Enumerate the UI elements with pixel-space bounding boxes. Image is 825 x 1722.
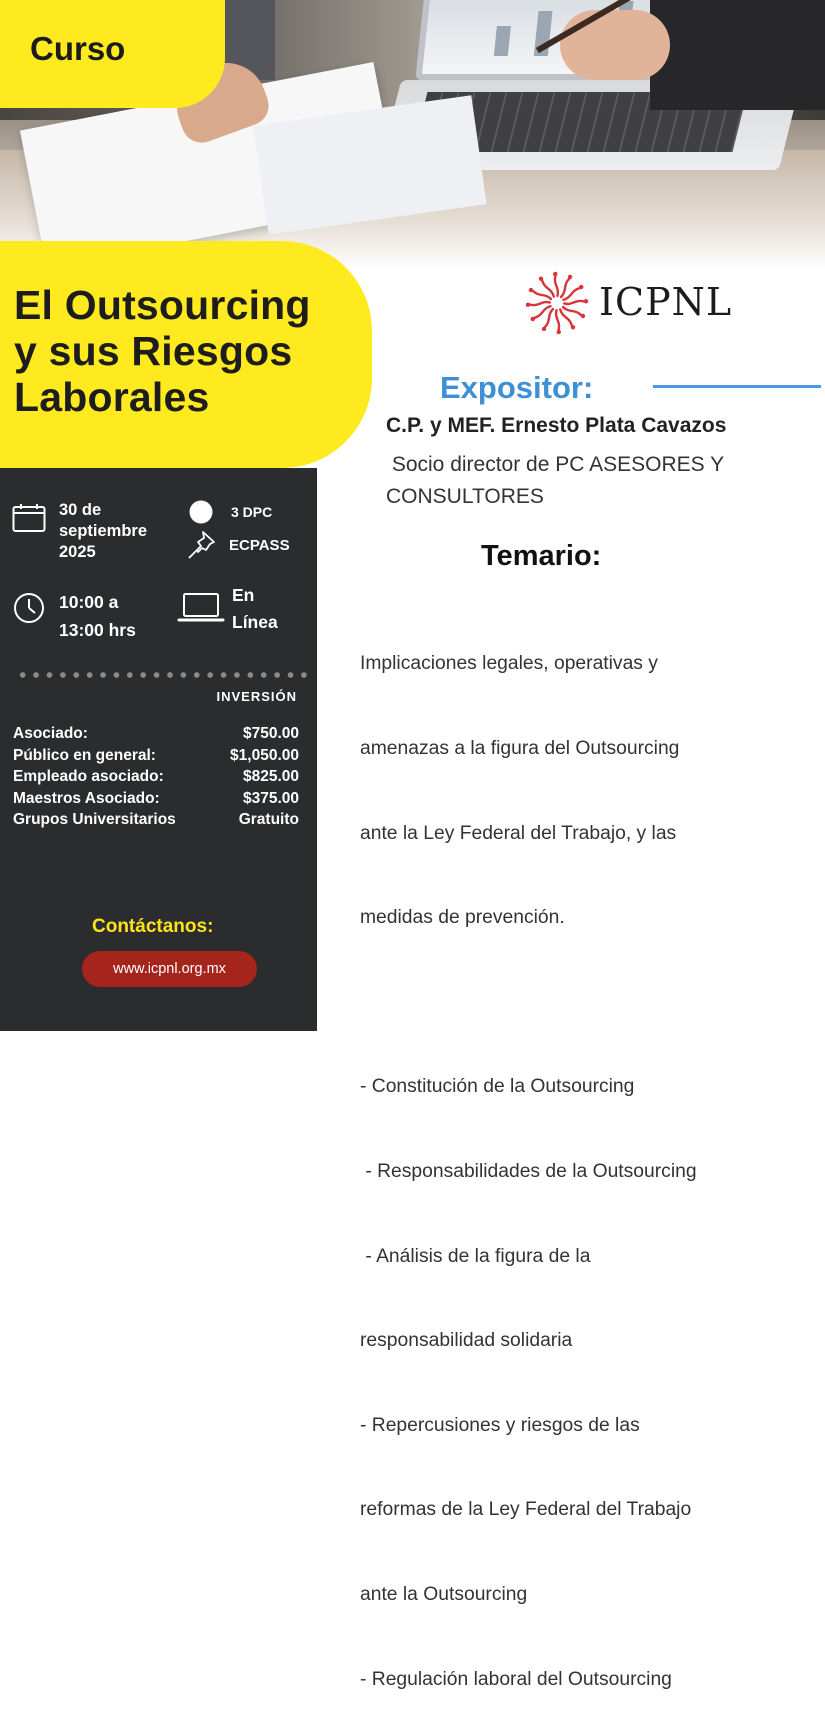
temario-body	[360, 594, 820, 1722]
speaker-role-line-1: Socio director de PC ASESORES Y	[386, 453, 725, 476]
date-line-3: 2025	[59, 543, 96, 561]
clock-icon	[13, 592, 45, 624]
time-line-1: 10:00 a	[59, 592, 119, 612]
title-line-1: El Outsourcing	[14, 282, 311, 328]
price-value: $825.00	[242, 768, 299, 785]
date-line-2: septiembre	[59, 522, 148, 540]
icpnl-logo-text: ICPNL	[599, 280, 733, 324]
price-name: Asociado:	[13, 725, 88, 742]
calendar-icon	[12, 503, 46, 533]
speaker-role-line-2: CONSULTORES	[386, 484, 544, 508]
time-line-2: 13:00 hrs	[59, 620, 136, 640]
temario-line: amenazas a la figura del Outsourcing	[360, 738, 680, 760]
website-link[interactable]: www.icpnl.org.mx	[82, 951, 257, 987]
mode-line-1: En	[232, 585, 255, 605]
expositor-label: Expositor:	[440, 370, 594, 405]
price-name: Público en general:	[13, 746, 156, 764]
price-row	[13, 766, 299, 788]
ecpass-label: ECPASS	[229, 537, 290, 554]
price-name: Grupos Universitarios	[13, 811, 176, 828]
price-row	[13, 809, 299, 831]
price-list	[13, 723, 299, 831]
event-time	[59, 588, 136, 644]
price-row	[13, 788, 299, 810]
temario-line: reformas de la Ley Federal del Trabajo	[360, 1499, 692, 1521]
price-name: Empleado asociado:	[13, 768, 164, 785]
price-value: $750.00	[242, 725, 299, 742]
event-date	[59, 500, 147, 563]
temario-line: - Repercusiones y riesgos de las	[360, 1414, 640, 1436]
contact-label: Contáctanos:	[92, 916, 214, 937]
speaker-name: C.P. y MEF. Ernesto Plata Cavazos	[386, 414, 727, 437]
temario-line: ante la Ley Federal del Trabajo, y las	[360, 822, 677, 844]
course-tag	[0, 0, 225, 108]
price-value: Gratuito	[238, 811, 299, 828]
event-mode	[232, 582, 278, 636]
expositor-divider	[653, 385, 821, 388]
date-line-1: 30 de	[59, 501, 102, 519]
temario-line: - Constitución de la Outsourcing	[360, 1076, 635, 1098]
course-title	[0, 241, 372, 468]
speaker-role	[386, 449, 806, 512]
mode-line-2: Línea	[232, 612, 278, 632]
price-value: $375.00	[242, 789, 299, 807]
details-panel	[0, 468, 317, 1031]
temario-line: - Responsabilidades de la Outsourcing	[360, 1161, 697, 1183]
temario-line: responsabilidad solidaria	[360, 1330, 573, 1352]
laptop-icon	[178, 592, 224, 624]
temario-line: medidas de prevención.	[360, 907, 565, 929]
title-line-3: Laborales	[14, 373, 210, 420]
price-row	[13, 745, 299, 767]
pushpin-icon	[186, 530, 218, 560]
temario-line	[360, 989, 820, 1017]
temario-line: - Regulación laboral del Outsourcing	[360, 1668, 672, 1690]
dpc-dot-icon	[188, 499, 214, 525]
temario-line: ante la Outsourcing	[360, 1584, 528, 1606]
dotted-divider	[16, 671, 311, 679]
title-line-2: y sus Riesgos	[14, 327, 293, 374]
price-name: Maestros Asociado:	[13, 789, 160, 807]
temario-line: Implicaciones legales, operativas y	[360, 653, 658, 675]
dpc-credits: 3 DPC	[231, 504, 273, 520]
price-row	[13, 723, 299, 745]
temario-line: - Análisis de la figura de la	[360, 1245, 591, 1267]
price-value: $1,050.00	[230, 746, 299, 764]
temario-title: Temario:	[481, 540, 602, 572]
course-tag-label: Curso	[30, 30, 126, 67]
investment-label: INVERSIÓN	[216, 689, 297, 704]
